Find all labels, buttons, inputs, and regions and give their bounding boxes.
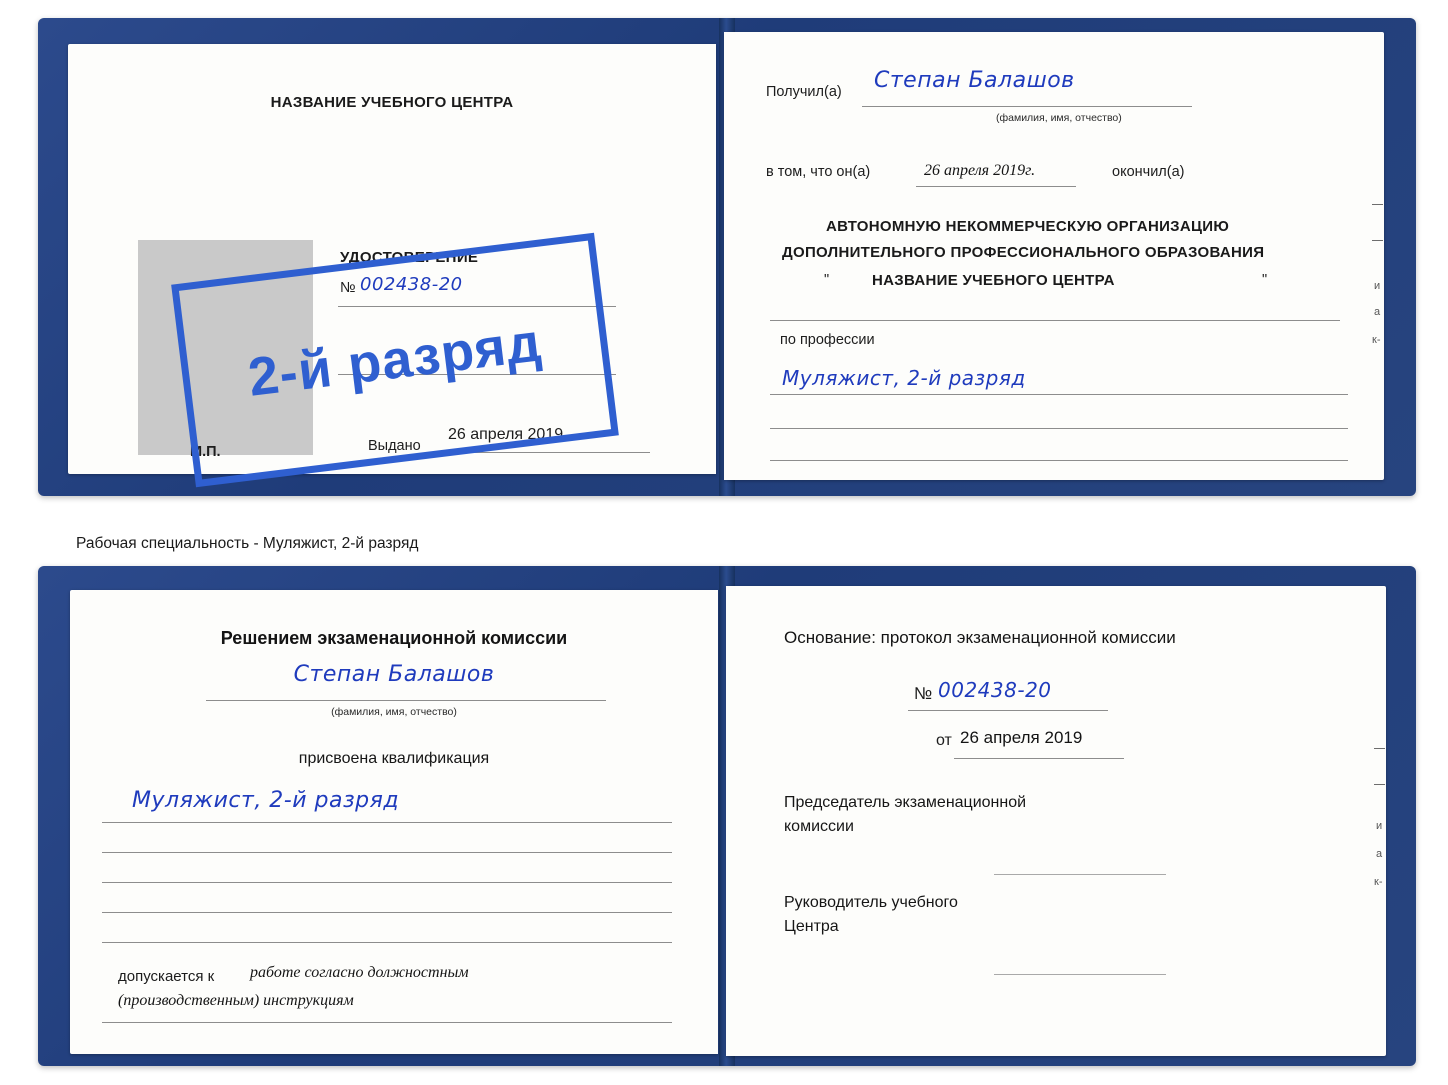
allowed-value-2: (производственным) инструкциям	[118, 992, 354, 1009]
edge-dash-top-1	[1372, 204, 1383, 205]
chairman-line1: Председатель экзаменационной	[784, 794, 1027, 811]
certificate-bottom-left-page	[70, 590, 718, 1054]
decision-name-rule	[206, 700, 606, 701]
protocol-from-label: от	[936, 732, 952, 749]
org-quote-close-top: "	[1262, 272, 1268, 288]
org-name-top: НАЗВАНИЕ УЧЕБНОГО ЦЕНТРА	[872, 272, 1115, 289]
allowed-label: допускается к	[118, 968, 215, 985]
watermark-badge: 2-й разряд	[171, 233, 619, 487]
chairman-signature-rule	[994, 874, 1166, 875]
that-he-label-top: в том, что он(а)	[766, 164, 871, 180]
finished-label-top: окончил(а)	[1112, 164, 1185, 180]
protocol-number-value: 002438-20	[938, 678, 1052, 702]
qual-rule-5	[102, 942, 672, 943]
qual-rule-2	[102, 852, 672, 853]
qualification-label: присвоена квалификация	[298, 750, 490, 767]
protocol-number-rule	[908, 710, 1108, 711]
allowed-value-1: работе согласно должностным	[250, 964, 469, 981]
edge-dash-bottom-1	[1374, 748, 1385, 749]
decision-name: Степан Балашов	[293, 662, 495, 687]
fio-hint-bottom: (фамилия, имя, отчество)	[331, 706, 457, 718]
received-name-rule-top	[862, 106, 1192, 107]
blank-rule-top-2	[770, 428, 1348, 429]
protocol-from-date: 26 апреля 2019	[960, 728, 1083, 747]
org-quote-open-top: "	[824, 272, 830, 288]
qual-rule-4	[102, 912, 672, 913]
edge-mark-bottom-2: а	[1376, 848, 1383, 860]
stamp-label-top: М.П.	[190, 444, 221, 460]
edge-mark-top-1: и	[1374, 280, 1381, 292]
edge-dash-bottom-2	[1374, 784, 1385, 785]
allowed-rule	[102, 1022, 672, 1023]
received-name-top: Степан Балашов	[874, 68, 1075, 93]
certificate-bottom	[38, 566, 1416, 1066]
profession-label-top: по профессии	[780, 332, 875, 348]
document-title-top: УДОСТОВЕРЕНИЕ	[340, 249, 479, 266]
fio-hint-top: (фамилия, имя, отчество)	[996, 112, 1122, 124]
edge-dash-top-2	[1372, 240, 1383, 241]
org-line2-top: ДОПОЛНИТЕЛЬНОГО ПРОФЕССИОНАЛЬНОГО ОБРАЗОВАНИЯ	[782, 244, 1265, 261]
edge-mark-bottom-3: к-	[1374, 876, 1383, 888]
head-signature-rule	[994, 974, 1166, 975]
head-line1: Руководитель учебного	[784, 894, 958, 911]
certificate-bottom-right-page	[726, 586, 1386, 1056]
protocol-from-rule	[954, 758, 1124, 759]
head-line2: Центра	[784, 918, 839, 935]
profession-rule-top	[770, 394, 1348, 395]
page-caption: Рабочая специальность - Муляжист, 2-й разряд	[76, 535, 419, 552]
chairman-line2: комиссии	[784, 818, 854, 835]
number-symbol-top: №	[340, 280, 356, 296]
blank-rule-top-3	[770, 460, 1348, 461]
profession-value-top: Муляжист, 2-й разряд	[782, 366, 1026, 390]
edge-mark-top-2: а	[1374, 306, 1381, 318]
certificate-top-right-page	[724, 32, 1384, 480]
qual-rule-3	[102, 882, 672, 883]
certificate-number-top: 002438-20	[360, 274, 463, 295]
qualification-value: Муляжист, 2-й разряд	[132, 788, 400, 813]
org-rule-top	[770, 320, 1340, 321]
org-line1-top: АВТОНОМНУЮ НЕКОММЕРЧЕСКУЮ ОРГАНИЗАЦИЮ	[826, 218, 1230, 235]
decision-title: Решением экзаменационной комиссии	[220, 628, 568, 648]
received-label-top: Получил(а)	[766, 84, 842, 100]
protocol-number-symbol: №	[914, 684, 933, 703]
completion-date-rule-top	[916, 186, 1076, 187]
edge-mark-bottom-1: и	[1376, 820, 1383, 832]
issued-date-top: 26 апреля 2019	[448, 426, 564, 443]
edge-mark-top-3: к-	[1372, 334, 1381, 346]
basis-label: Основание: протокол экзаменационной комиссии	[784, 628, 1176, 647]
completion-date-top: 26 апреля 2019г.	[924, 162, 1036, 179]
issued-label-top: Выдано	[368, 438, 421, 454]
qual-rule-1	[102, 822, 672, 823]
training-center-name-top: НАЗВАНИЕ УЧЕБНОГО ЦЕНТРА	[270, 94, 514, 111]
